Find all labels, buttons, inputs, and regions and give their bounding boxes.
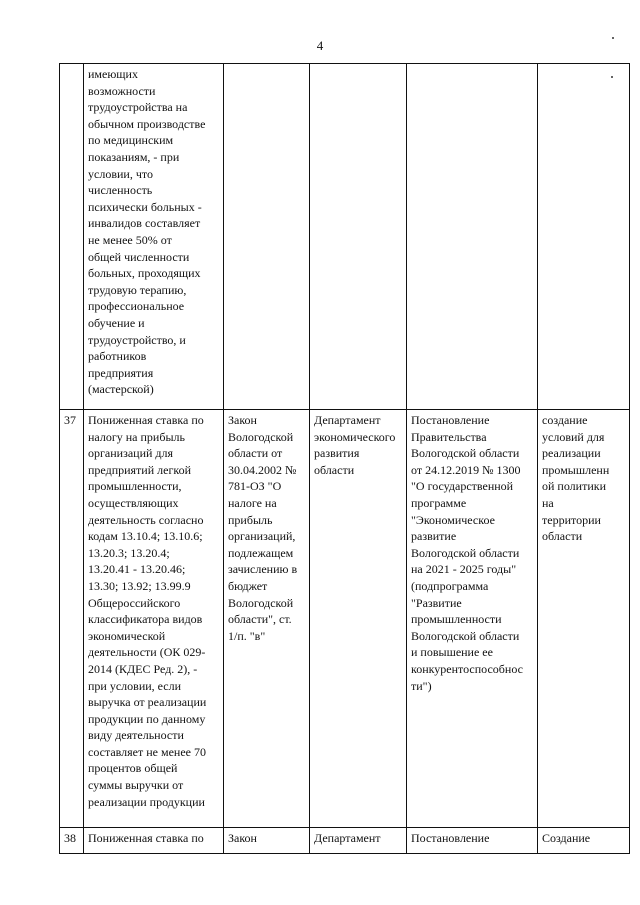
program-cell: [407, 64, 538, 410]
table-row: [60, 828, 630, 854]
page-number: 4: [316, 38, 324, 53]
benefit-description-cell: имеющих возможности трудоустройства на обычном производстве по медицинским показаниям, - при условии, что численность психически больных - инвалидов составляет не менее 50% от общей численности больных, проходящих трудовую терапию, профессиональное обучение и трудоустройство, и работников предприятия (мастерской): [84, 64, 224, 410]
department-cell: Департамент: [310, 828, 407, 854]
goal-cell: создание условий для реализации промышленн ой политики на территории области: [538, 410, 630, 828]
table-row: [60, 410, 630, 828]
row-number-cell: 37: [60, 410, 84, 828]
tax-benefits-table: [59, 63, 630, 854]
goal-cell: [538, 64, 630, 410]
row-number-cell: [60, 64, 84, 410]
program-cell: Постановление: [407, 828, 538, 854]
row-number-cell: 38: [60, 828, 84, 854]
law-reference-cell: Закон: [224, 828, 310, 854]
department-cell: [310, 64, 407, 410]
benefit-description-cell: Пониженная ставка по налогу на прибыль организаций для предприятий легкой промышленности, осуществляющих деятельность согласно кодам 13.10.4; 13.10.6; 13.20.3; 13.20.4; 13.20.41 - 13.20.46; 13.30; 13.92; 13.99.9 Общероссийского классификатора видов экономической деятельности (ОК 029- 2014 (КДЕС Ред. 2), - при условии, если выручка от реализации продукции по данному виду деятельности составляет не менее 70 процентов общей суммы выручки от реализации продукции: [84, 410, 224, 828]
department-cell: Департамент экономического развития области: [310, 410, 407, 828]
scan-speck: [612, 37, 614, 39]
law-reference-cell: [224, 64, 310, 410]
benefit-description-cell: Пониженная ставка по: [84, 828, 224, 854]
law-reference-cell: Закон Вологодской области от 30.04.2002 № 781-ОЗ "О налоге на прибыль организаций, подлежащем зачислению в бюджет Вологодской области", ст. 1/п. "в": [224, 410, 310, 828]
program-cell: Постановление Правительства Вологодской области от 24.12.2019 № 1300 "О государственной программе "Экономическое развитие Вологодской области на 2021 - 2025 годы" (подпрограмма "Развитие промышленности Вологодской области и повышение ее конкурентоспособнос ти"): [407, 410, 538, 828]
goal-cell: Создание: [538, 828, 630, 854]
table-row: [60, 64, 630, 410]
